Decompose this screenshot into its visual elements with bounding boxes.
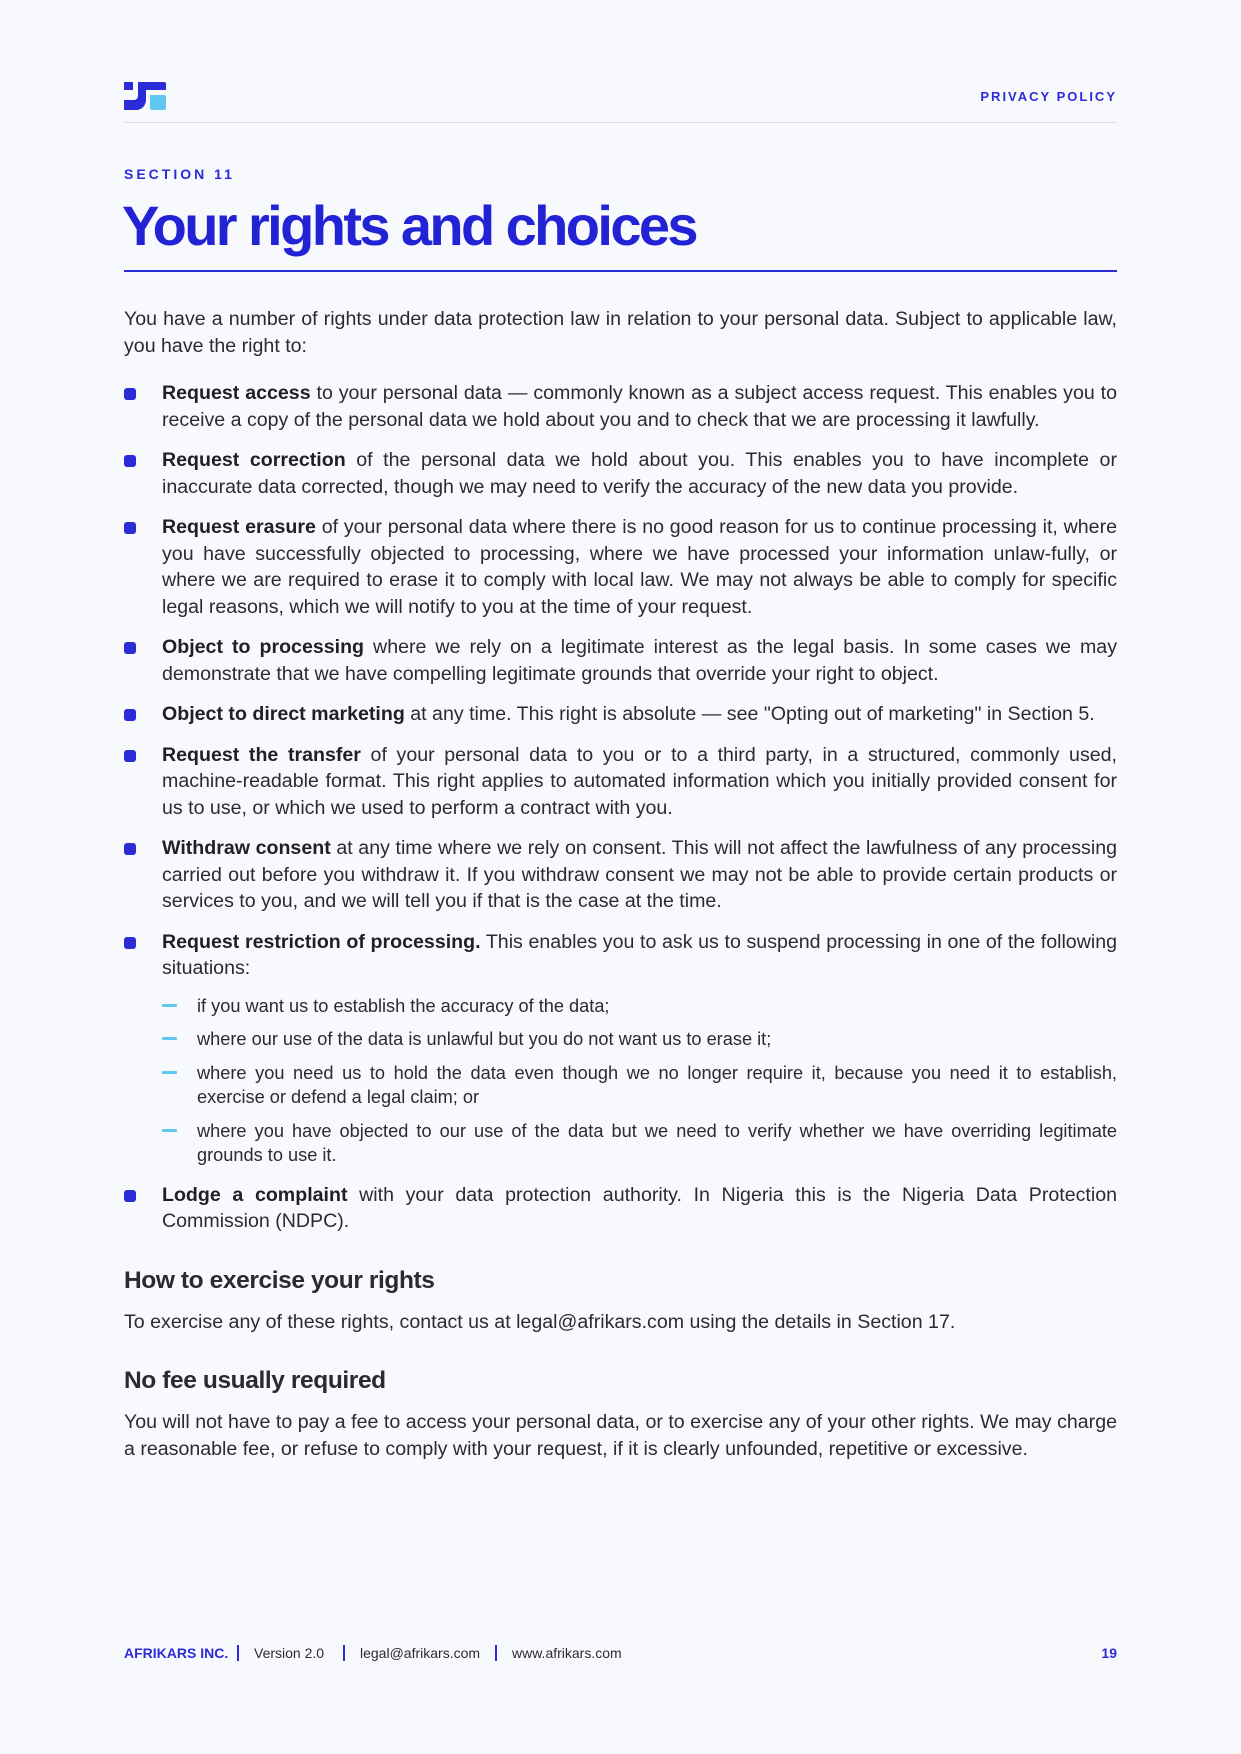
right-item-erasure	[124, 514, 1117, 620]
right-item-complaint	[124, 1182, 1117, 1235]
sub-item-text: where you need us to hold the data even though we no longer require it, because you need it to establish, exercise or defend a legal claim; or	[197, 1062, 1117, 1107]
page-header	[124, 82, 1117, 123]
page-number: 19	[1101, 1645, 1117, 1661]
footer-version: Version 2.0	[254, 1645, 325, 1661]
right-text: of the personal data we hold about you. This enables you to have incomplete or inaccurate data corrected, though we may need to verify the accuracy of the new data you provide.	[162, 449, 1117, 498]
footer-separator	[237, 1645, 239, 1661]
footer-company: AFRIKARS INC.	[124, 1645, 229, 1661]
footer-email: legal@afrikars.com	[360, 1645, 481, 1661]
document-type-label: PRIVACY POLICY	[980, 89, 1117, 104]
footer-website: www.afrikars.com	[512, 1645, 622, 1661]
square-bullet-icon	[124, 750, 136, 762]
right-title: Request access	[162, 382, 311, 404]
exercise-rights-heading: How to exercise your rights	[124, 1266, 435, 1294]
title-divider	[124, 270, 1117, 272]
section-body	[124, 306, 1117, 1462]
square-bullet-icon	[124, 388, 136, 400]
rights-list	[124, 380, 1117, 1235]
right-text: at any time. This right is absolute — see "Opting out of marketing" in Section 5.	[404, 703, 1095, 725]
dash-bullet-icon	[162, 1129, 177, 1132]
sub-list-item	[162, 1119, 1117, 1168]
dash-bullet-icon	[162, 1004, 177, 1007]
right-item-access	[124, 380, 1117, 433]
right-text: of your personal data where there is no good reason for us to continue processing it, where you have successfully objected to processing, where we have processed your information unlaw-fully, or where we are required to erase it to comply with local law. We may not always be able to comply for specific legal reasons, which we will notify to you at the time of your request.	[162, 516, 1117, 618]
right-item-correction	[124, 447, 1117, 500]
square-bullet-icon	[124, 455, 136, 467]
sub-list-item	[162, 1027, 1117, 1052]
right-text: where we rely on a legitimate interest as the legal basis. In some cases we may demonstrate that we have compelling legitimate grounds that override your right to object.	[162, 636, 1118, 685]
sub-item-text: where you have objected to our use of the data but we need to verify whether we have overriding legitimate grounds to use it.	[197, 1120, 1117, 1165]
right-title: Request restriction of processing.	[162, 930, 481, 953]
square-bullet-icon	[124, 843, 136, 855]
right-title: Object to direct marketing	[162, 703, 405, 725]
right-item-object-marketing	[124, 701, 1117, 728]
page-footer	[124, 1643, 1117, 1663]
right-item-restriction	[124, 929, 1117, 1168]
right-item-object-processing	[124, 634, 1117, 687]
right-text: with your data protection authority. In Nigeria this is the Nigeria Data Protection Commission (NDPC).	[162, 1183, 1118, 1232]
exercise-rights-paragraph: To exercise any of these rights, contact us at legal@afrikars.com using the details in Section 17.	[124, 1310, 956, 1333]
footer-separator	[495, 1645, 497, 1661]
right-title: Request correction	[162, 449, 346, 471]
page-title: Your rights and choices	[122, 194, 696, 257]
square-bullet-icon	[124, 1190, 136, 1202]
sub-item-text: if you want us to establish the accuracy of the data;	[197, 995, 610, 1016]
right-title: Lodge a complaint	[162, 1183, 348, 1206]
right-title: Request the transfer	[162, 743, 361, 766]
no-fee-paragraph: You will not have to pay a fee to access your personal data, or to exercise any of your other rights. We may charge a reasonable fee, or refuse to comply with your request, if it is clearly unfounded, repetitive or excessive.	[124, 1411, 1117, 1460]
right-item-transfer	[124, 742, 1117, 822]
dash-bullet-icon	[162, 1071, 177, 1074]
right-text: of your personal data to you or to a third party, in a structured, commonly used, machine-readable format. This right applies to automated information which you initially provided consent for us to use, or which we used to perform a contract with you.	[162, 743, 1117, 819]
sub-list-item	[162, 1061, 1117, 1110]
sub-list-item	[162, 994, 1117, 1019]
square-bullet-icon	[124, 937, 136, 949]
right-text: to your personal data — commonly known as a subject access request. This enables you to receive a copy of the personal data we hold about you and to check that we are processing it lawfully.	[162, 382, 1117, 431]
right-title: Object to processing	[162, 636, 365, 658]
intro-paragraph: You have a number of rights under data protection law in relation to your personal data. Subject to applicable law, you have the right to:	[124, 308, 1117, 357]
square-bullet-icon	[124, 709, 136, 721]
dash-bullet-icon	[162, 1037, 177, 1040]
right-text: at any time where we rely on consent. This will not affect the lawfulness of any processing carried out before you withdraw it. If you withdraw consent we may not be able to provide certain products or services to you, and we will tell you if that is the case at the time.	[162, 837, 1117, 912]
section-number: SECTION 11	[124, 166, 235, 182]
document-page	[124, 0, 1117, 1754]
square-bullet-icon	[124, 642, 136, 654]
right-text: This enables you to ask us to suspend processing in one of the following situations:	[162, 930, 1117, 979]
restriction-situations-list	[162, 994, 1117, 1168]
right-item-withdraw-consent	[124, 835, 1117, 915]
right-title: Request erasure	[162, 516, 316, 538]
right-title: Withdraw consent	[162, 837, 331, 859]
afrikars-logo-icon	[124, 82, 166, 110]
square-bullet-icon	[124, 522, 136, 534]
no-fee-heading: No fee usually required	[124, 1367, 386, 1394]
sub-item-text: where our use of the data is unlawful but you do not want us to erase it;	[197, 1029, 772, 1049]
footer-separator	[343, 1645, 345, 1661]
